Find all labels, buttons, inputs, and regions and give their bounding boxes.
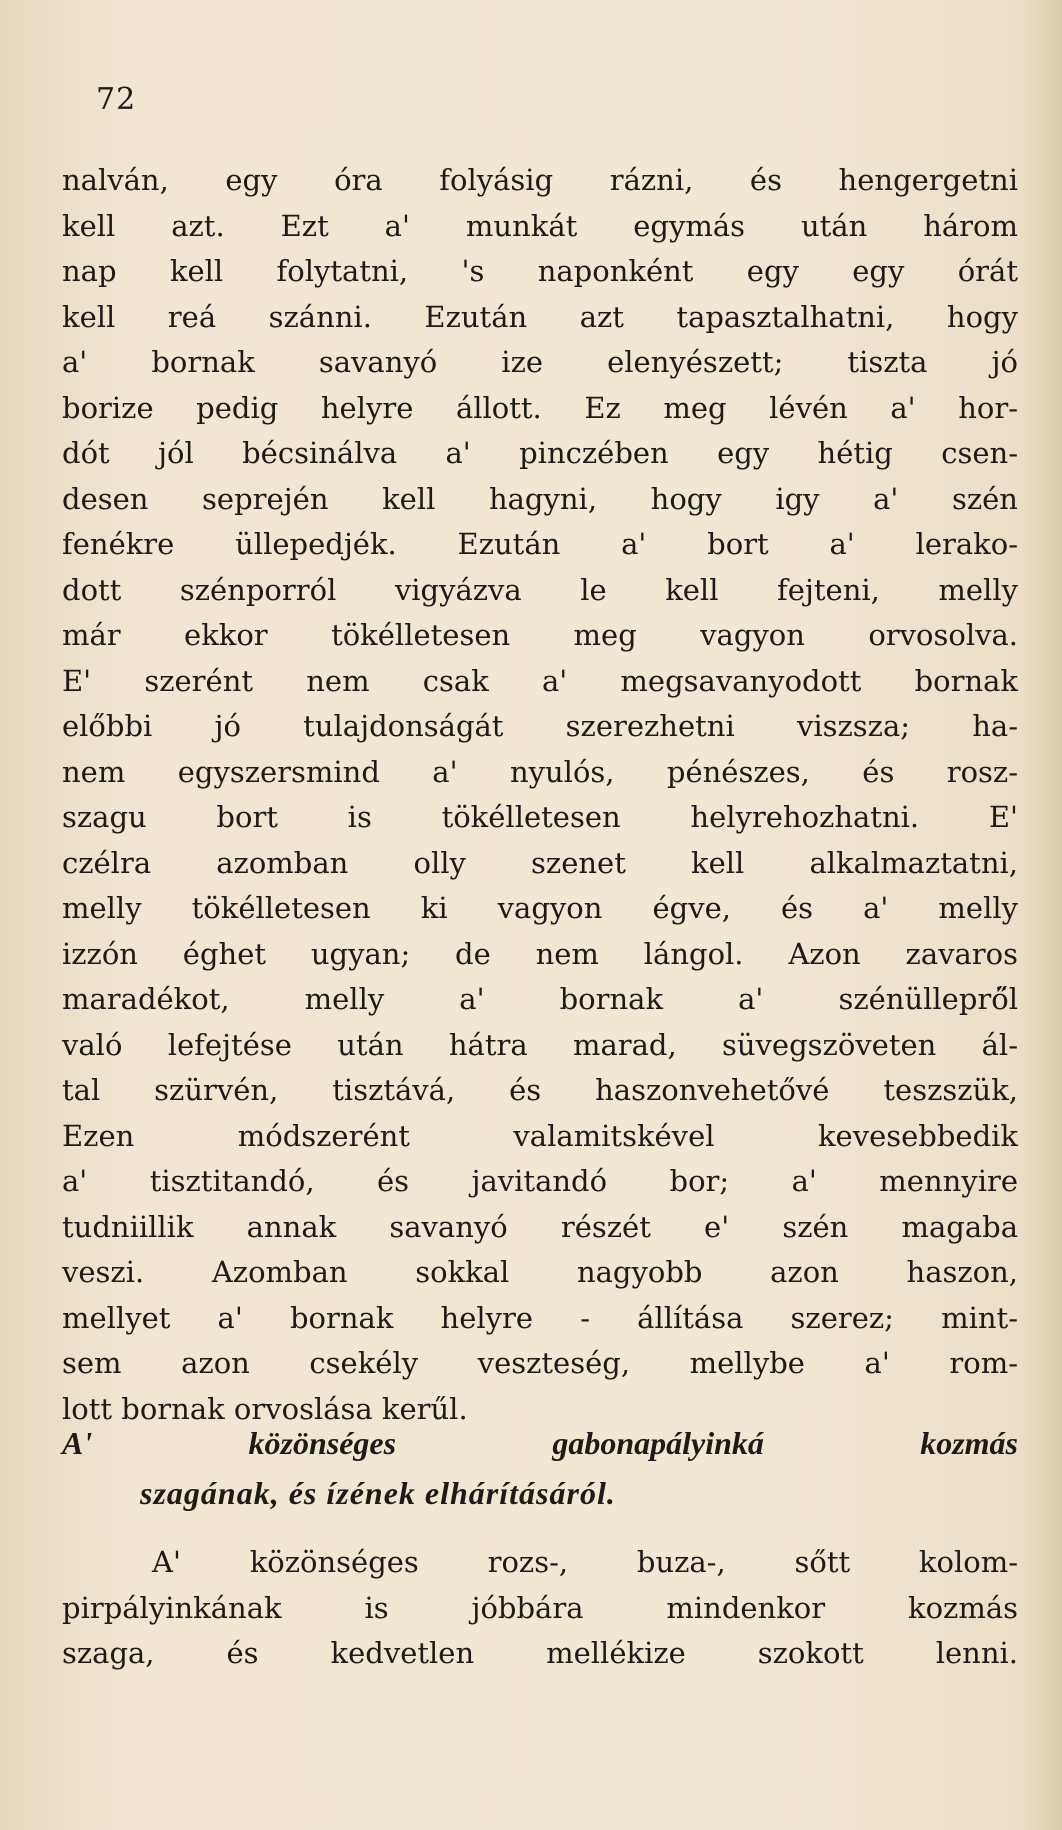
text-line: melly tökélletesen ki vagyon égve, és a' melly — [62, 891, 1018, 925]
text-line: tal szürvén, tisztává, és haszonvehetővé teszszük, — [62, 1073, 1018, 1107]
main-paragraph — [62, 158, 1018, 1432]
text-line: szaga, és kedvetlen mellékize szokott lenni. — [62, 1636, 1018, 1670]
text-line: már ekkor tökélletesen meg vagyon orvosolva. — [62, 618, 1018, 652]
text-line: Ezen módszerént valamitskével kevesebbedik — [62, 1118, 1018, 1153]
page-number: 72 — [96, 82, 137, 117]
section-heading-line-2: szagának, és ízének elhárításáról. — [140, 1475, 616, 1511]
section-heading-line-1: A' közönséges gabonapályinká kozmás — [62, 1425, 1018, 1461]
text-line: fenékre üllepedjék. Ezután a' bort a' lerako- — [62, 527, 1018, 561]
text-line: szagu bort is tökélletesen helyrehozhatni. E' — [62, 800, 1018, 834]
text-line: E' szerént nem csak a' megsavanyodott bornak — [62, 663, 1018, 698]
text-line: maradékot, melly a' bornak a' szénülleprő̈l — [62, 982, 1018, 1016]
text-line: a' tisztitandó, és javitandó bor; a' mennyire — [62, 1164, 1018, 1198]
text-line: izzón éghet ugyan; de nem lángol. Azon zavaros — [62, 936, 1018, 971]
text-line: kell reá szánni. Ezután azt tapasztalhatni, hogy — [62, 299, 1018, 334]
second-paragraph — [62, 1540, 1018, 1677]
text-line: A' közönséges rozs-, buza-, sőtt kolom- — [152, 1545, 1018, 1579]
text-line: dott szénporról vigyázva le kell fejteni, melly — [62, 572, 1018, 607]
text-line: tudniillik annak savanyó részét e' szén magaba — [62, 1209, 1018, 1244]
text-line: sem azon csekély veszteség, mellybe a' rom- — [62, 1346, 1018, 1380]
text-line: való lefejtése után hátra marad, süvegszöveten ál- — [62, 1027, 1018, 1062]
text-line: nap kell folytatni, 's naponként egy egy órát — [62, 254, 1018, 288]
text-line: nalván, egy óra folyásig rázni, és hengergetni — [62, 163, 1018, 197]
text-line: czélra azomban olly szenet kell alkalmaztatni, — [62, 845, 1018, 880]
text-line: a' bornak savanyó ize elenyészett; tiszta jó — [62, 345, 1018, 379]
text-line: desen seprején kell hagyni, hogy igy a' szén — [62, 481, 1018, 516]
text-line: előbbi jó tulajdonságát szerezhetni viszsza; ha- — [62, 709, 1018, 743]
text-line: pirpályinkának is jóbbára mindenkor kozmás — [62, 1590, 1018, 1625]
text-line: lott bornak orvoslása kerűl. — [62, 1391, 468, 1426]
text-line: kell azt. Ezt a' munkát egymás után három — [62, 208, 1018, 243]
text-line: borize pedig helyre állott. Ez meg lévén a' hor- — [62, 390, 1018, 425]
text-line: dót jól bécsinálva a' pinczében egy hétig csen- — [62, 436, 1018, 470]
text-line: veszi. Azomban sokkal nagyobb azon haszon, — [62, 1255, 1018, 1289]
text-line: nem egyszersmind a' nyulós, pénészes, és rosz- — [62, 754, 1018, 789]
text-line: mellyet a' bornak helyre - állítása szerez; mint- — [62, 1300, 1018, 1335]
